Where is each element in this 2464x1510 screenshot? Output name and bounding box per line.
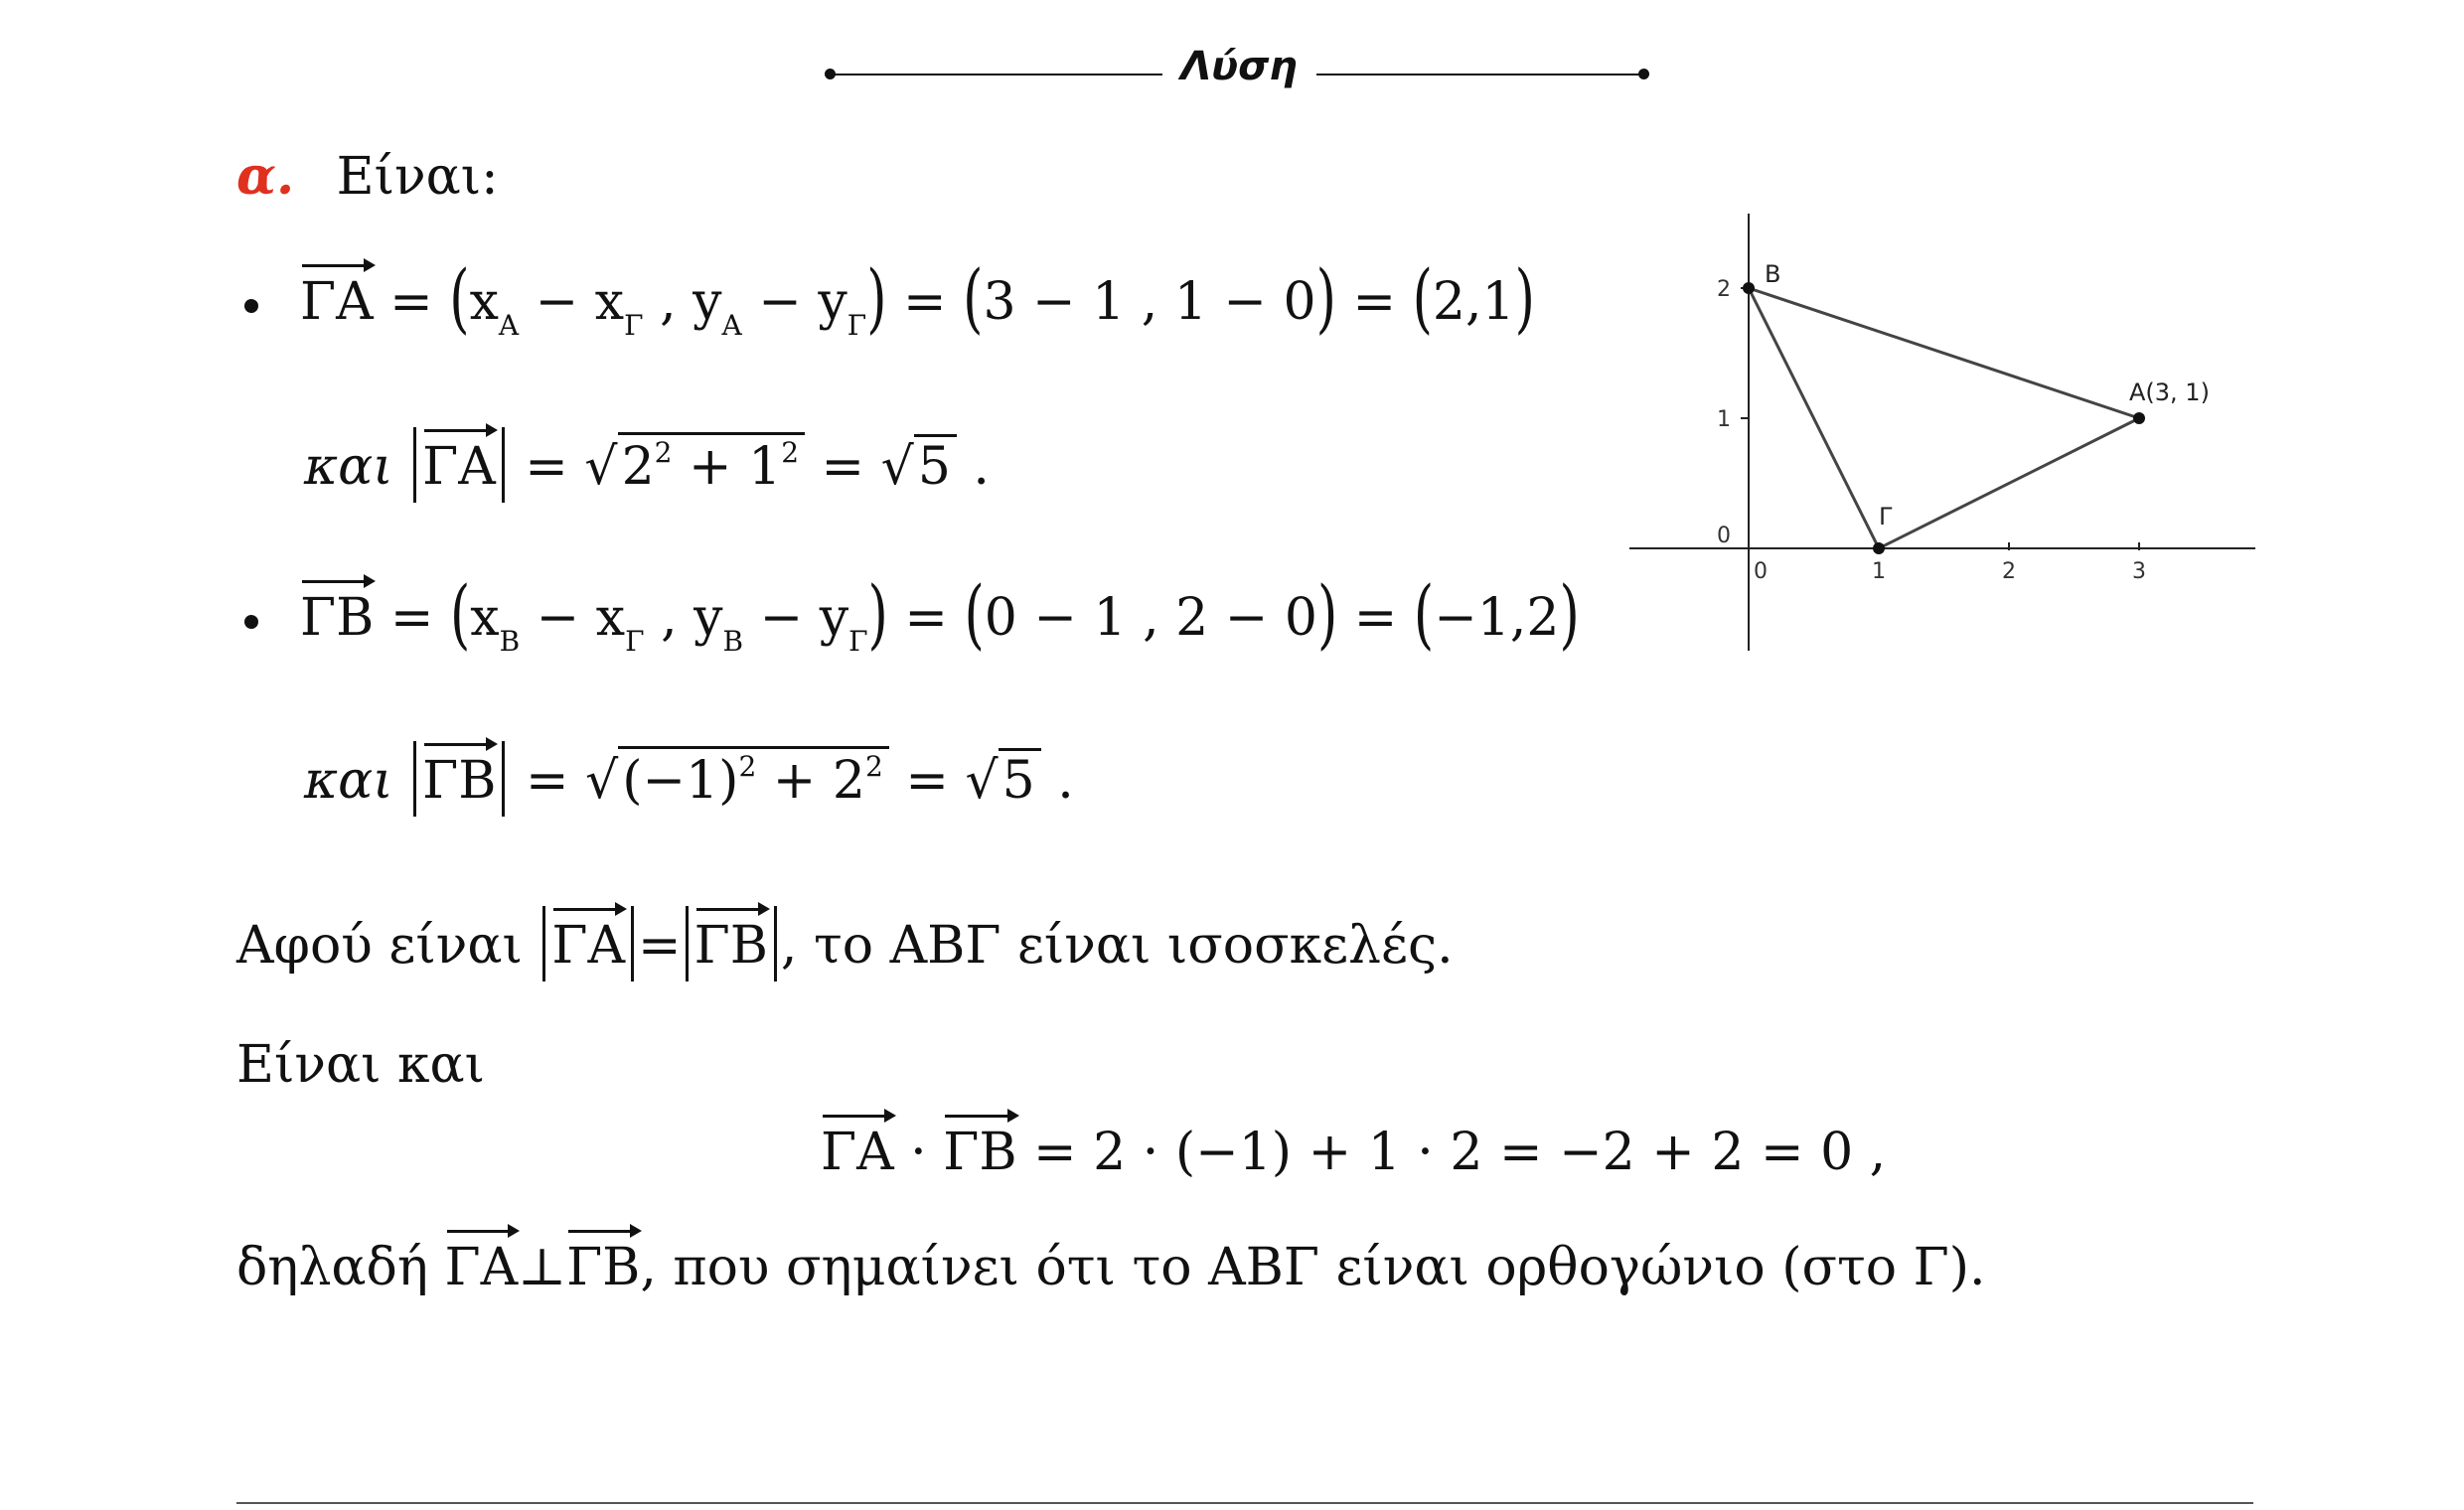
point-G	[1873, 542, 1885, 554]
point-A	[2133, 412, 2145, 424]
triangle-graph	[1629, 209, 2265, 676]
also-line	[236, 1035, 485, 1095]
vector-gb: ΓΒ	[943, 1123, 1017, 1182]
bullet-icon	[244, 299, 258, 313]
orthogonal-conclusion: δηλαδή ΓΑ⊥ΓΒ, που σημαίνει ότι το ΑΒΓ είναι ορθογώνιο (στο Γ).	[236, 1238, 1986, 1297]
title-text: Λύση	[1180, 44, 1298, 89]
footer-rule	[236, 1502, 2253, 1504]
kai-word: και	[304, 751, 393, 811]
section-title	[825, 44, 1649, 103]
kai-word: και	[304, 437, 393, 497]
point-label-G: Γ	[1879, 503, 1893, 530]
isosceles-conclusion: Αφού είναι ΓΑ = ΓΒ , το ΑΒΓ είναι ισοσκελές.	[236, 906, 1454, 982]
title-right-dot	[1638, 69, 1649, 79]
bullet-ga-components: $\Gamma A = (x_A - x_\Gamma$ , $y_A - y_\Gamma) = (3 - 1$ , 1 − 0) = (2,1)	[236, 276, 1535, 340]
point-B	[1743, 282, 1755, 294]
intro-text: Είναι:	[336, 147, 499, 207]
bullet-gb-components: $\Gamma B = (x_B - x_\Gamma$ , $y_B - y_\Gamma) = (0 - 1$ , 2 − 0) = (−1,2)	[236, 592, 1580, 656]
vector-gb-abs: ΓΒ	[693, 916, 768, 976]
y-tick-label: 1	[1717, 407, 1731, 432]
part-label: α.	[236, 146, 295, 207]
conclusion3-suffix: , που σημαίνει ότι το ΑΒΓ είναι ορθογώνιο (στο Γ).	[640, 1238, 1986, 1297]
title-left-rule	[830, 74, 1162, 76]
vector-ga: ΓΑ	[444, 1238, 519, 1297]
also-text: Είναι και	[236, 1035, 485, 1095]
conclusion1-suffix: , το ΑΒΓ είναι ισοσκελές.	[780, 916, 1454, 976]
x-tick-label: 2	[2002, 559, 2016, 584]
vector-gb: ΓΒ	[566, 1238, 641, 1297]
bullet-icon	[244, 615, 258, 629]
y-tick-label: 2	[1717, 277, 1731, 302]
dot-product-line: ΓΑ · ΓΒ = 2 · (−1) + 1 · 2 = −2 + 2 = 0 ,	[821, 1123, 1887, 1182]
vector-ga-abs: ΓΑ	[551, 916, 626, 976]
part-a-intro	[236, 146, 499, 207]
conclusion3-prefix: δηλαδή	[236, 1238, 428, 1297]
vector-gb: ΓΒ	[300, 588, 375, 648]
conclusion1-prefix: Αφού είναι	[236, 916, 523, 976]
vector-ga: ΓΑ	[821, 1123, 894, 1182]
title-right-rule	[1316, 74, 1644, 76]
triangle-abg	[1749, 288, 2139, 548]
point-label-A: A(3, 1)	[2129, 378, 2210, 406]
vector-ga: ΓΑ	[300, 272, 374, 332]
x-tick-label: 1	[1872, 559, 1886, 584]
norm-gb: και $\Gamma B = √(-1)^2 + 2^2 = √5$ .	[304, 741, 1074, 817]
y-tick-label: 0	[1717, 524, 1731, 548]
vector-ga-abs: ΓΑ	[422, 437, 496, 497]
x-tick-label: 3	[2132, 559, 2146, 584]
x-tick-label: 0	[1754, 559, 1768, 584]
point-label-B: B	[1765, 260, 1781, 288]
vector-gb-abs: ΓΒ	[422, 751, 497, 811]
norm-ga: και $\Gamma A = √2^2 + 1^2 = √5$ .	[304, 427, 990, 503]
